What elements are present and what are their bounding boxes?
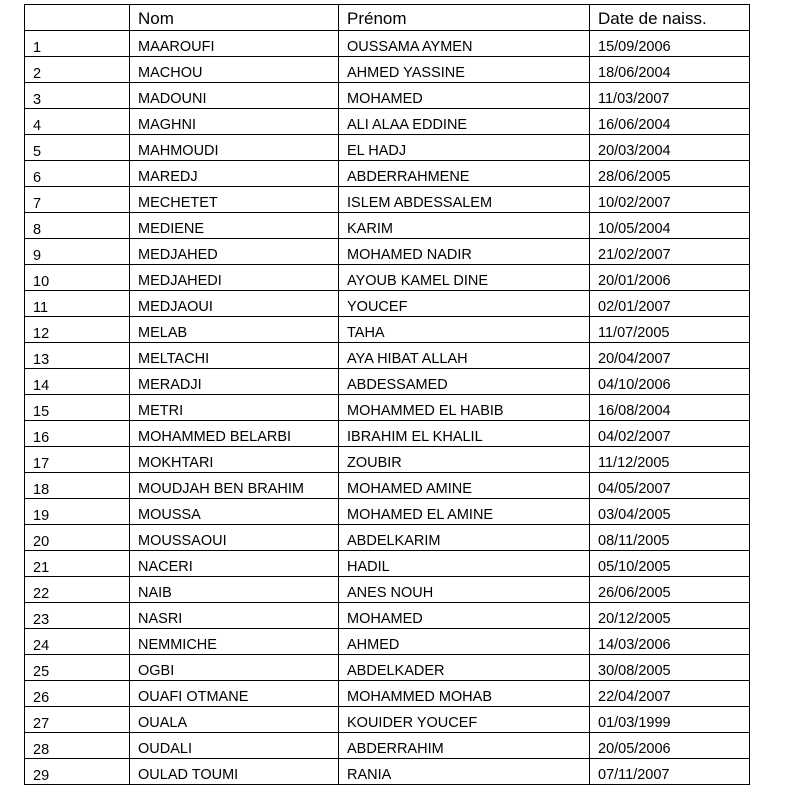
cell-number: 8 [25, 213, 130, 239]
cell-date: 11/12/2005 [590, 447, 750, 473]
cell-nom: MOUDJAH BEN BRAHIM [130, 473, 339, 499]
cell-date: 10/05/2004 [590, 213, 750, 239]
cell-number: 18 [25, 473, 130, 499]
cell-nom: MERADJI [130, 369, 339, 395]
cell-nom: OUAFI OTMANE [130, 681, 339, 707]
cell-nom: NACERI [130, 551, 339, 577]
cell-number: 26 [25, 681, 130, 707]
cell-date: 11/03/2007 [590, 83, 750, 109]
cell-date: 28/06/2005 [590, 161, 750, 187]
cell-number: 23 [25, 603, 130, 629]
cell-date: 16/06/2004 [590, 109, 750, 135]
cell-number: 2 [25, 57, 130, 83]
cell-date: 02/01/2007 [590, 291, 750, 317]
table-row [25, 681, 750, 707]
cell-number: 15 [25, 395, 130, 421]
cell-prenom: AYA HIBAT ALLAH [339, 343, 590, 369]
cell-prenom: AHMED YASSINE [339, 57, 590, 83]
cell-date: 03/04/2005 [590, 499, 750, 525]
table-row [25, 83, 750, 109]
cell-prenom: ZOUBIR [339, 447, 590, 473]
cell-date: 18/06/2004 [590, 57, 750, 83]
cell-number: 16 [25, 421, 130, 447]
cell-number: 20 [25, 525, 130, 551]
cell-number: 29 [25, 759, 130, 785]
cell-prenom: MOHAMED NADIR [339, 239, 590, 265]
cell-prenom: KARIM [339, 213, 590, 239]
table-row [25, 369, 750, 395]
cell-nom: MOKHTARI [130, 447, 339, 473]
cell-prenom: MOHAMMED EL HABIB [339, 395, 590, 421]
table-row [25, 291, 750, 317]
cell-date: 10/02/2007 [590, 187, 750, 213]
cell-number: 12 [25, 317, 130, 343]
cell-number: 24 [25, 629, 130, 655]
cell-prenom: ALI ALAA EDDINE [339, 109, 590, 135]
cell-nom: OGBI [130, 655, 339, 681]
cell-number: 17 [25, 447, 130, 473]
cell-date: 30/08/2005 [590, 655, 750, 681]
cell-nom: NASRI [130, 603, 339, 629]
cell-nom: MEDIENE [130, 213, 339, 239]
cell-prenom: MOHAMED [339, 603, 590, 629]
table-row [25, 395, 750, 421]
table-row [25, 525, 750, 551]
cell-prenom: MOHAMMED MOHAB [339, 681, 590, 707]
cell-number: 28 [25, 733, 130, 759]
cell-number: 11 [25, 291, 130, 317]
header-date: Date de naiss. [590, 5, 750, 31]
cell-date: 04/05/2007 [590, 473, 750, 499]
cell-prenom: ISLEM ABDESSALEM [339, 187, 590, 213]
student-table [24, 4, 750, 785]
header-nom: Nom [130, 5, 339, 31]
cell-date: 01/03/1999 [590, 707, 750, 733]
cell-prenom: IBRAHIM EL KHALIL [339, 421, 590, 447]
cell-date: 20/03/2004 [590, 135, 750, 161]
table-row [25, 499, 750, 525]
cell-prenom: ABDERRAHMENE [339, 161, 590, 187]
cell-nom: MEDJAOUI [130, 291, 339, 317]
cell-prenom: ABDELKARIM [339, 525, 590, 551]
header-number [25, 5, 130, 31]
table-row [25, 213, 750, 239]
cell-date: 05/10/2005 [590, 551, 750, 577]
cell-prenom: MOHAMED AMINE [339, 473, 590, 499]
cell-nom: OUDALI [130, 733, 339, 759]
table-row [25, 343, 750, 369]
cell-date: 14/03/2006 [590, 629, 750, 655]
cell-nom: NEMMICHE [130, 629, 339, 655]
cell-number: 25 [25, 655, 130, 681]
cell-date: 20/12/2005 [590, 603, 750, 629]
cell-prenom: HADIL [339, 551, 590, 577]
cell-nom: MECHETET [130, 187, 339, 213]
cell-number: 4 [25, 109, 130, 135]
cell-nom: METRI [130, 395, 339, 421]
cell-nom: MAREDJ [130, 161, 339, 187]
cell-number: 6 [25, 161, 130, 187]
cell-number: 1 [25, 31, 130, 57]
cell-date: 04/10/2006 [590, 369, 750, 395]
table-row [25, 31, 750, 57]
cell-nom: MELAB [130, 317, 339, 343]
cell-nom: MACHOU [130, 57, 339, 83]
cell-number: 5 [25, 135, 130, 161]
cell-prenom: EL HADJ [339, 135, 590, 161]
cell-prenom: MOHAMED [339, 83, 590, 109]
cell-number: 14 [25, 369, 130, 395]
table-row [25, 317, 750, 343]
table-row [25, 135, 750, 161]
table-body [25, 31, 750, 785]
table-row [25, 447, 750, 473]
table-row [25, 603, 750, 629]
cell-date: 21/02/2007 [590, 239, 750, 265]
table-row [25, 187, 750, 213]
header-prenom: Prénom [339, 5, 590, 31]
cell-prenom: ABDELKADER [339, 655, 590, 681]
cell-number: 19 [25, 499, 130, 525]
cell-date: 11/07/2005 [590, 317, 750, 343]
cell-number: 13 [25, 343, 130, 369]
cell-prenom: ANES NOUH [339, 577, 590, 603]
cell-date: 22/04/2007 [590, 681, 750, 707]
table-row [25, 265, 750, 291]
cell-nom: MEDJAHEDI [130, 265, 339, 291]
table-row [25, 577, 750, 603]
cell-date: 15/09/2006 [590, 31, 750, 57]
table-row [25, 109, 750, 135]
table-row [25, 57, 750, 83]
cell-nom: MADOUNI [130, 83, 339, 109]
cell-nom: MEDJAHED [130, 239, 339, 265]
cell-prenom: TAHA [339, 317, 590, 343]
cell-prenom: MOHAMED EL AMINE [339, 499, 590, 525]
table-row [25, 759, 750, 785]
cell-prenom: AYOUB KAMEL DINE [339, 265, 590, 291]
cell-prenom: ABDERRAHIM [339, 733, 590, 759]
cell-date: 20/04/2007 [590, 343, 750, 369]
cell-prenom: OUSSAMA AYMEN [339, 31, 590, 57]
cell-nom: MOUSSA [130, 499, 339, 525]
cell-nom: MOUSSAOUI [130, 525, 339, 551]
cell-date: 07/11/2007 [590, 759, 750, 785]
table-row [25, 421, 750, 447]
cell-nom: OUALA [130, 707, 339, 733]
table-row [25, 733, 750, 759]
table-row [25, 707, 750, 733]
cell-date: 20/05/2006 [590, 733, 750, 759]
cell-date: 08/11/2005 [590, 525, 750, 551]
table-row [25, 239, 750, 265]
cell-date: 16/08/2004 [590, 395, 750, 421]
cell-number: 3 [25, 83, 130, 109]
cell-date: 04/02/2007 [590, 421, 750, 447]
table-row [25, 473, 750, 499]
cell-number: 7 [25, 187, 130, 213]
cell-nom: OULAD TOUMI [130, 759, 339, 785]
cell-nom: NAIB [130, 577, 339, 603]
cell-prenom: RANIA [339, 759, 590, 785]
cell-prenom: AHMED [339, 629, 590, 655]
cell-nom: MAHMOUDI [130, 135, 339, 161]
table-row [25, 655, 750, 681]
cell-number: 10 [25, 265, 130, 291]
cell-prenom: YOUCEF [339, 291, 590, 317]
cell-number: 21 [25, 551, 130, 577]
table-row [25, 161, 750, 187]
cell-nom: MAGHNI [130, 109, 339, 135]
table-row [25, 551, 750, 577]
table-header-row [25, 5, 750, 31]
cell-prenom: KOUIDER YOUCEF [339, 707, 590, 733]
cell-number: 27 [25, 707, 130, 733]
cell-prenom: ABDESSAMED [339, 369, 590, 395]
cell-nom: MOHAMMED BELARBI [130, 421, 339, 447]
cell-number: 22 [25, 577, 130, 603]
table-row [25, 629, 750, 655]
cell-number: 9 [25, 239, 130, 265]
cell-nom: MAAROUFI [130, 31, 339, 57]
cell-date: 26/06/2005 [590, 577, 750, 603]
cell-date: 20/01/2006 [590, 265, 750, 291]
cell-nom: MELTACHI [130, 343, 339, 369]
